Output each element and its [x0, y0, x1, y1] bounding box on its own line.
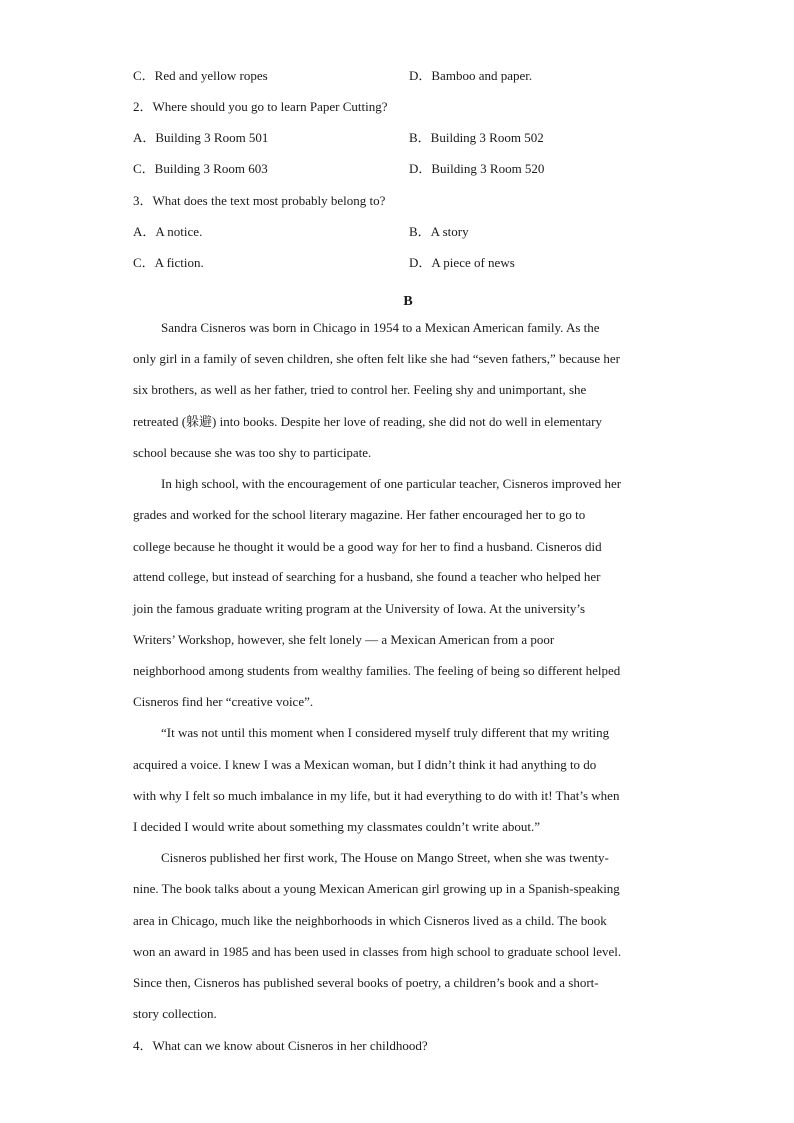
q2-stem: 2．Where should you go to learn Paper Cutting? [133, 99, 388, 114]
passage-line: six brothers, as well as her father, tried to control her. Feeling shy and unimportant, she [133, 382, 587, 397]
q2-option-c: C．Building 3 Room 603 [133, 161, 268, 176]
passage-line: Since then, Cisneros has published several books of poetry, a children’s book and a short- [133, 975, 599, 990]
passage-line: join the famous graduate writing program at the University of Iowa. At the university’s [133, 601, 586, 616]
passage-line: Cisneros published her first work, The House on Mango Street, when she was twenty- [161, 850, 609, 865]
q1-option-c: C．Red and yellow ropes [133, 68, 268, 83]
passage-line: school because she was too shy to participate. [133, 445, 372, 460]
passage-line: In high school, with the encouragement of one particular teacher, Cisneros improved her [161, 476, 622, 491]
passage-line: Sandra Cisneros was born in Chicago in 1954 to a Mexican American family. As the [161, 320, 600, 335]
passage-line: Writers’ Workshop, however, she felt lonely — a Mexican American from a poor [133, 632, 555, 647]
q2-option-d: D．Building 3 Room 520 [409, 161, 545, 176]
passage-line: attend college, but instead of searching for a husband, she found a teacher who helped her [133, 569, 601, 584]
q2-option-a: A．Building 3 Room 501 [133, 130, 269, 145]
passage-line: acquired a voice. I knew I was a Mexican woman, but I didn’t think it had anything to do [133, 757, 597, 772]
passage-line: Cisneros find her “creative voice”. [133, 694, 314, 709]
passage-line: retreated (躲避) into books. Despite her love of reading, she did not do well in elementary [133, 414, 602, 429]
q3-stem: 3．What does the text most probably belong to? [133, 193, 386, 208]
passage-line: “It was not until this moment when I considered myself truly different that my writing [161, 725, 610, 740]
passage-line: area in Chicago, much like the neighborhoods in which Cisneros lived as a child. The book [133, 913, 607, 928]
q3-option-b: B．A story [409, 224, 469, 239]
passage-line: neighborhood among students from wealthy families. The feeling of being so different helped [133, 663, 621, 678]
q2-option-b: B．Building 3 Room 502 [409, 130, 544, 145]
passage-line: I decided I would write about something my classmates couldn’t write about.” [133, 819, 540, 834]
q4-stem: 4．What can we know about Cisneros in her childhood? [133, 1038, 428, 1053]
q3-option-c: C．A fiction. [133, 255, 204, 270]
q1-option-d: D．Bamboo and paper. [409, 68, 533, 83]
passage-line: with why I felt so much imbalance in my life, but it had everything to do with it! That’s when [133, 788, 620, 803]
q3-option-a: A．A notice. [133, 224, 203, 239]
passage-line: won an award in 1985 and has been used in classes from high school to graduate school level. [133, 944, 622, 959]
q3-option-d: D．A piece of news [409, 255, 515, 270]
section-b-heading: B [403, 294, 413, 309]
passage-line: story collection. [133, 1006, 217, 1021]
passage-line: college because he thought it would be a good way for her to find a husband. Cisneros did [133, 539, 602, 554]
passage-line: grades and worked for the school literary magazine. Her father encouraged her to go to [133, 507, 586, 522]
passage-line: only girl in a family of seven children, she often felt like she had “seven fathers,” because her [133, 351, 620, 366]
passage-line: nine. The book talks about a young Mexican American girl growing up in a Spanish-speaking [133, 881, 620, 896]
